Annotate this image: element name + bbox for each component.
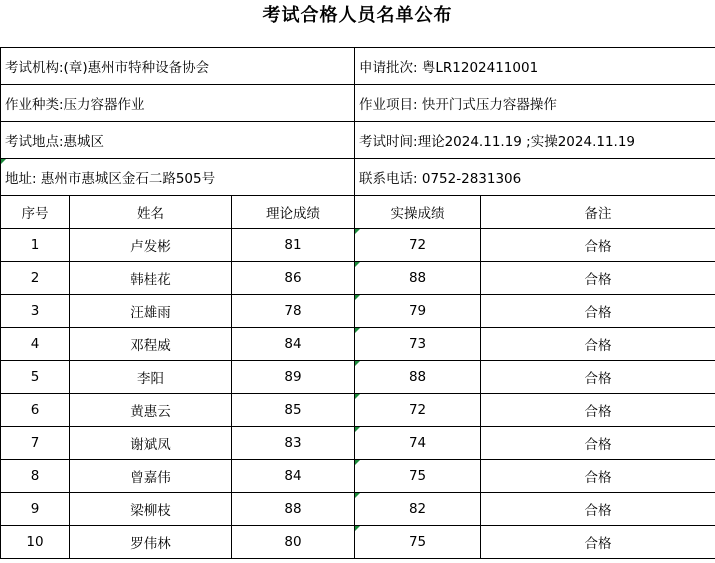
table-row: [1, 427, 715, 460]
cell-name: 邓程威: [70, 328, 232, 361]
cell-marker-icon: [355, 526, 360, 531]
cell-note: 合格: [481, 229, 715, 262]
cell-note: 合格: [481, 460, 715, 493]
cell-note: 合格: [481, 262, 715, 295]
cell-practice: [355, 460, 481, 493]
cell-no: 5: [1, 361, 70, 394]
category-cell: 作业种类:压力容器作业: [1, 85, 355, 122]
page-title: 考试合格人员名单公布: [262, 5, 453, 26]
cell-note: 合格: [481, 526, 715, 559]
batch-cell: 申请批次: 粤LR1202411001: [355, 48, 715, 85]
cell-theory: 89: [232, 361, 355, 394]
cell-name: 罗伟林: [70, 526, 232, 559]
cell-marker-icon: [355, 262, 360, 267]
cell-practice: [355, 394, 481, 427]
cell-note: 合格: [481, 361, 715, 394]
col-header-theory: 理论成绩: [232, 196, 355, 229]
cell-marker-icon: [355, 394, 360, 399]
col-header-practice: 实操成绩: [355, 196, 481, 229]
cell-theory: 85: [232, 394, 355, 427]
cell-no: 3: [1, 295, 70, 328]
cell-theory: 80: [232, 526, 355, 559]
location-cell: 考试地点:惠城区: [1, 122, 355, 159]
table-row: [1, 262, 715, 295]
address-cell: [1, 159, 355, 196]
cell-marker-icon: [355, 328, 360, 333]
cell-note: 合格: [481, 328, 715, 361]
cell-theory: 86: [232, 262, 355, 295]
cell-theory: 84: [232, 328, 355, 361]
project-cell: 作业项目: 快开门式压力容器操作: [355, 85, 715, 122]
cell-theory: 78: [232, 295, 355, 328]
cell-marker-icon: [355, 361, 360, 366]
cell-marker-icon: [355, 295, 360, 300]
info-row-location: [1, 122, 715, 159]
cell-practice: [355, 295, 481, 328]
cell-practice: [355, 262, 481, 295]
cell-name: 汪雄雨: [70, 295, 232, 328]
cell-practice: [355, 526, 481, 559]
cell-marker-icon: [355, 229, 360, 234]
info-row-category: [1, 85, 715, 122]
cell-no: 8: [1, 460, 70, 493]
cell-no: 6: [1, 394, 70, 427]
cell-theory: 88: [232, 493, 355, 526]
cell-name: 韩桂花: [70, 262, 232, 295]
cell-practice: [355, 427, 481, 460]
results-table: [0, 47, 715, 559]
col-header-name: 姓名: [70, 196, 232, 229]
cell-note: 合格: [481, 493, 715, 526]
cell-practice: [355, 328, 481, 361]
cell-practice-text: 75: [408, 534, 427, 550]
cell-marker-icon: [355, 493, 360, 498]
table-row: [1, 460, 715, 493]
col-header-note: 备注: [481, 196, 715, 229]
cell-practice: [355, 361, 481, 394]
cell-practice-text: 72: [408, 237, 427, 253]
cell-practice-text: 88: [408, 270, 427, 286]
cell-no: 7: [1, 427, 70, 460]
cell-practice-text: 72: [408, 402, 427, 418]
cell-name: 曾嘉伟: [70, 460, 232, 493]
cell-name: 谢斌凤: [70, 427, 232, 460]
cell-theory: 81: [232, 229, 355, 262]
col-header-no: 序号: [1, 196, 70, 229]
cell-marker-icon: [355, 460, 360, 465]
cell-note: 合格: [481, 295, 715, 328]
exam-time-cell: 考试时间:理论2024.11.19 ;实操2024.11.19: [355, 122, 715, 159]
cell-practice-text: 82: [408, 501, 427, 517]
cell-name: 黄惠云: [70, 394, 232, 427]
cell-no: 2: [1, 262, 70, 295]
cell-name: 梁柳枝: [70, 493, 232, 526]
table-row: [1, 361, 715, 394]
cell-name: 李阳: [70, 361, 232, 394]
cell-practice-text: 75: [408, 468, 427, 484]
address-text: 地址: 惠州市惠城区金石二路505号: [5, 171, 216, 187]
cell-practice-text: 79: [408, 303, 427, 319]
cell-practice-text: 88: [408, 369, 427, 385]
cell-practice-text: 74: [408, 435, 427, 451]
table-row: [1, 295, 715, 328]
cell-note: 合格: [481, 394, 715, 427]
cell-no: 4: [1, 328, 70, 361]
table-row: [1, 493, 715, 526]
cell-practice: [355, 229, 481, 262]
cell-no: 10: [1, 526, 70, 559]
cell-practice-text: 73: [408, 336, 427, 352]
exam-org-cell: 考试机构:(章)惠州市特种设备协会: [1, 48, 355, 85]
cell-theory: 84: [232, 460, 355, 493]
cell-no: 9: [1, 493, 70, 526]
info-row-org: [1, 48, 715, 85]
cell-no: 1: [1, 229, 70, 262]
cell-theory: 83: [232, 427, 355, 460]
info-row-address: [1, 159, 715, 196]
table-row: [1, 526, 715, 559]
cell-marker-icon: [1, 159, 6, 164]
phone-cell: 联系电话: 0752-2831306: [355, 159, 715, 196]
table-row: [1, 328, 715, 361]
cell-marker-icon: [355, 427, 360, 432]
table-row: [1, 394, 715, 427]
table-header-row: [1, 196, 715, 229]
cell-note: 合格: [481, 427, 715, 460]
cell-name: 卢发彬: [70, 229, 232, 262]
table-row: [1, 229, 715, 262]
cell-practice: [355, 493, 481, 526]
